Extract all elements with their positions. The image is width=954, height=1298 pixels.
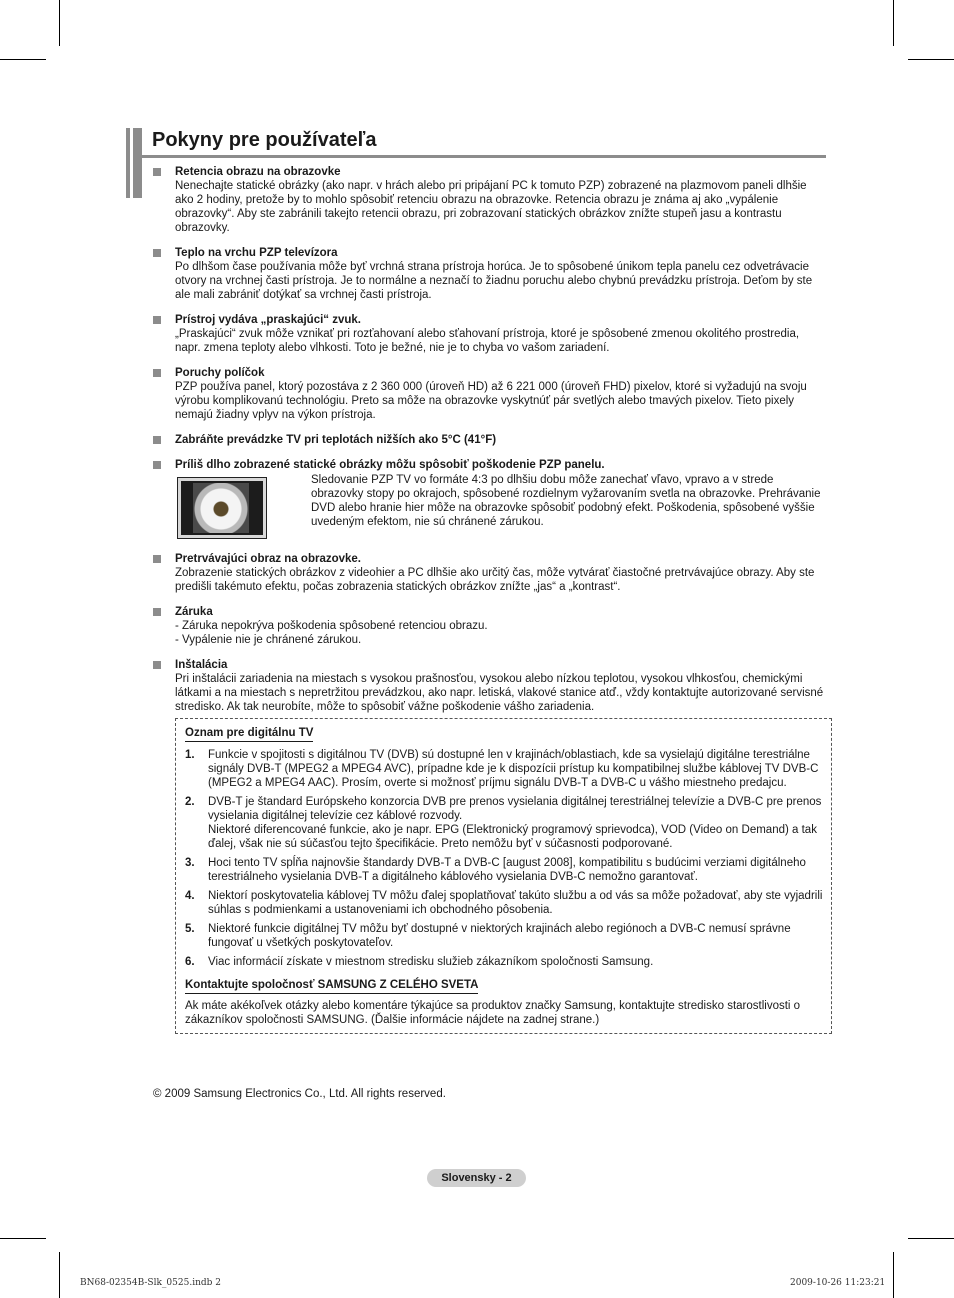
notice-item bbox=[185, 795, 831, 851]
square-bullet-icon bbox=[153, 436, 161, 444]
flower-photo bbox=[193, 483, 249, 533]
list-item bbox=[153, 165, 825, 235]
section-body: Pri inštalácii zariadenia na miestach s vysokou prašnosťou, vysokou alebo nízkou teplotou, vysokou vlhkosťou, chemickými látkami a na miestach s nepretržitou prevádzkou, ako napr. letiská, vlakové stanice atď., vždy kontaktujte autorizované servisné stredisko. Ak tak neurobíte, môže to spôsobiť vážne poškodenie vášho zariadenia. bbox=[175, 673, 824, 713]
list-item bbox=[153, 366, 825, 422]
print-timestamp: 2009-10-26 11:23:21 bbox=[790, 1278, 886, 1288]
list-item bbox=[153, 433, 825, 447]
section-body: „Praskajúci“ zvuk môže vznikať pri rozťahovaní alebo sťahovaní prístroja, ktoré je spôsobené zmenou okolitého prostredia, napr. zmena teploty alebo vlhkosti. Toto je bežné, nie je to chyba vo vašom zariadení. bbox=[175, 328, 800, 354]
item-text: Niektoré diferencované funkcie, ako je napr. EPG (Elektronický programový sprievodca), VOD (Video on Demand) a tak ďalej, však nie sú súčasťou tejto špecifikácie. Preto nemôžu byť v súčasnosti podporované. bbox=[208, 824, 817, 850]
square-bullet-icon bbox=[153, 661, 161, 669]
crop-mark bbox=[0, 59, 46, 60]
square-bullet-icon bbox=[153, 555, 161, 563]
list-item bbox=[153, 458, 825, 541]
digital-tv-notice-box bbox=[175, 718, 832, 1034]
header-bar bbox=[126, 128, 130, 198]
title-rule bbox=[142, 155, 826, 158]
square-bullet-icon bbox=[153, 461, 161, 469]
list-item bbox=[153, 246, 825, 302]
list-item bbox=[153, 313, 825, 355]
item-number: 3. bbox=[185, 857, 195, 869]
copyright: © 2009 Samsung Electronics Co., Ltd. All rights reserved. bbox=[153, 1088, 446, 1100]
crop-mark bbox=[908, 1238, 954, 1239]
notice-title: Oznam pre digitálnu TV bbox=[185, 726, 313, 742]
crop-mark bbox=[893, 1252, 894, 1298]
instructions-list bbox=[153, 165, 825, 725]
crop-mark bbox=[0, 1238, 46, 1239]
square-bullet-icon bbox=[153, 316, 161, 324]
item-text: Niektoré funkcie digitálnej TV môžu byť dostupné v niektorých krajinách alebo regiónoch a DVB-C nemusí správne fungovať u všetkých poskytovateľov. bbox=[208, 923, 791, 949]
section-body: Nenechajte statické obrázky (ako napr. v hrách alebo pri pripájaní PC k tomuto PZP) zobrazené na plazmovom paneli dlhšie ako 2 hodiny, pretože by to mohlo spôsobiť retenciu obrazu na obrazovke. Retencia obrazu je známa aj ako „vypálenie obrazovky“. Aby ste zabránili takejto retencii obrazu, pri zobrazovaní statických obrázkov znížte stupeň jasu a kontrastu obrazovky. bbox=[175, 180, 807, 234]
section-body: PZP používa panel, ktorý pozostáva z 2 360 000 (úroveň HD) až 6 221 000 (úroveň FHD) pixelov, ktoré si vyžadujú na svoju výrobu komplikovanú technológiu. Preto sa môže na obrazovke vyskytnúť pár svetlých alebo tmavých pixelov. Tieto pixely nemajú žiadny vplyv na výkon prístroja. bbox=[175, 381, 807, 421]
list-item bbox=[153, 552, 825, 594]
section-title: Záruka bbox=[175, 606, 213, 618]
notice-item bbox=[185, 889, 831, 917]
section-title: Pretrvávajúci obraz na obrazovke. bbox=[175, 553, 361, 565]
section-title: Retencia obrazu na obrazovke bbox=[175, 166, 341, 178]
image-with-text bbox=[175, 473, 825, 541]
warranty-line: - Vypálenie nie je chránené zárukou. bbox=[175, 634, 362, 646]
page-number-badge: Slovensky - 2 bbox=[427, 1169, 526, 1187]
section-title: Prístroj vydáva „praskajúci“ zvuk. bbox=[175, 314, 362, 326]
print-file-info: BN68-02354B-Slk_0525.indb 2 bbox=[80, 1278, 221, 1288]
contact-title: Kontaktujte spoločnosť SAMSUNG Z CELÉHO SVETA bbox=[185, 978, 478, 994]
crop-mark bbox=[908, 59, 954, 60]
page-title: Pokyny pre používateľa bbox=[152, 129, 377, 151]
screen-frame bbox=[181, 481, 263, 535]
section-body: Sledovanie PZP TV vo formáte 4:3 po dlhšiu dobu môže zanechať vľavo, vpravo a v strede obrazovky stopy po okrajoch, spôsobené rozdielnym vyžarovaním svetla na obrazovke. Prehrávanie DVD alebo hranie hier môže na obrazovke spôsobiť podobný efekt. Poškodenia, spôsobené vyššie uvedeným efektom, nie sú chránené zárukou. bbox=[311, 474, 821, 528]
notice-item bbox=[185, 922, 831, 950]
item-text: Funkcie v spojitosti s digitálnou TV (DVB) sú dostupné len v krajinách/oblastiach, kde sa vysielajú digitálne terestriálne signály DVB-T (MPEG2 a MPEG4 AVC), prípadne kde je k dispozícii prístup ku kompatibilnej službe káblovej TV DVB-C (MPEG2 a MPEG4 AAC). Prosím, overte si možnosť príjmu signálu DVB-T a DVB-C u vášho miestneho predajcu. bbox=[208, 749, 819, 789]
warranty-line: - Záruka nepokrýva poškodenia spôsobené retenciou obrazu. bbox=[175, 620, 488, 632]
section-title: Zabráňte prevádzke TV pri teplotách nižších ako 5°C (41°F) bbox=[175, 434, 497, 446]
item-text: DVB-T je štandard Európskeho konzorcia DVB pre prenos vysielania digitálnej terestriálnej televízie a DVB-C pre prenos vysielania digitálnej televízie cez káblové rozvody. bbox=[208, 796, 822, 822]
notice-item bbox=[185, 955, 831, 969]
item-number: 2. bbox=[185, 796, 195, 808]
square-bullet-icon bbox=[153, 249, 161, 257]
section-title: Teplo na vrchu PZP televízora bbox=[175, 247, 338, 259]
item-text: Hoci tento TV spĺňa najnovšie štandardy DVB-T a DVB-C [august 2008], kompatibilitu s budúcimi verziami digitálneho terestriálneho vysielania DVB-T a digitálneho káblového vysielania DVB-C nemožno garantovať. bbox=[208, 857, 806, 883]
square-bullet-icon bbox=[153, 608, 161, 616]
square-bullet-icon bbox=[153, 369, 161, 377]
item-text: Viac informácií získate v miestnom stredisku služieb zákazníkom spoločnosti Samsung. bbox=[208, 956, 654, 968]
item-number: 5. bbox=[185, 923, 195, 935]
section-body: Po dlhšom čase používania môže byť vrchná strana prístroja horúca. Je to spôsobené únikom tepla panelu cez odvetrávacie otvory na vrchnej časti prístroja. Je to normálne a neznačí to žiadnu poruchu alebo chybnú prevádzku prístroja. Deťom by ste ale mali zabrániť dotýkať sa vrchnej časti prístroja. bbox=[175, 261, 813, 301]
crop-mark bbox=[59, 1252, 60, 1298]
item-number: 6. bbox=[185, 956, 195, 968]
item-number: 1. bbox=[185, 749, 195, 761]
notice-item bbox=[185, 748, 831, 790]
notice-item bbox=[185, 856, 831, 884]
section-body: Zobrazenie statických obrázkov z videohier a PC dlhšie ako určitý čas, môže vytvárať čiastočné pretrvávajúce obrazy. Aby ste predišli takémuto efektu, počas zobrazenia statických obrázkov znížte „jas“ a „kontrast“. bbox=[175, 567, 815, 593]
section-title: Poruchy políčok bbox=[175, 367, 265, 379]
item-text: Niektorí poskytovatelia káblovej TV môžu ďalej spoplatňovať takúto službu a od vás sa môže požadovať, aby ste vyjadrili súhlas s podmienkami a ustanoveniami ich obchodného pôsobenia. bbox=[208, 890, 823, 916]
crop-mark bbox=[59, 0, 60, 46]
header-bar bbox=[133, 128, 142, 198]
tv-screen-image bbox=[177, 477, 267, 539]
list-item bbox=[153, 605, 825, 647]
square-bullet-icon bbox=[153, 168, 161, 176]
crop-mark bbox=[893, 0, 894, 46]
item-number: 4. bbox=[185, 890, 195, 902]
contact-body: Ak máte akékoľvek otázky alebo komentáre týkajúce sa produktov značky Samsung, kontaktujte stredisko starostlivosti o zákazníkov spoločnosti SAMSUNG. (Ďalšie informácie nájdete na zadnej strane.) bbox=[185, 1000, 801, 1026]
section-title: Inštalácia bbox=[175, 659, 228, 671]
list-item bbox=[153, 658, 825, 714]
section-title: Príliš dlho zobrazené statické obrázky môžu spôsobiť poškodenie PZP panelu. bbox=[175, 459, 605, 471]
